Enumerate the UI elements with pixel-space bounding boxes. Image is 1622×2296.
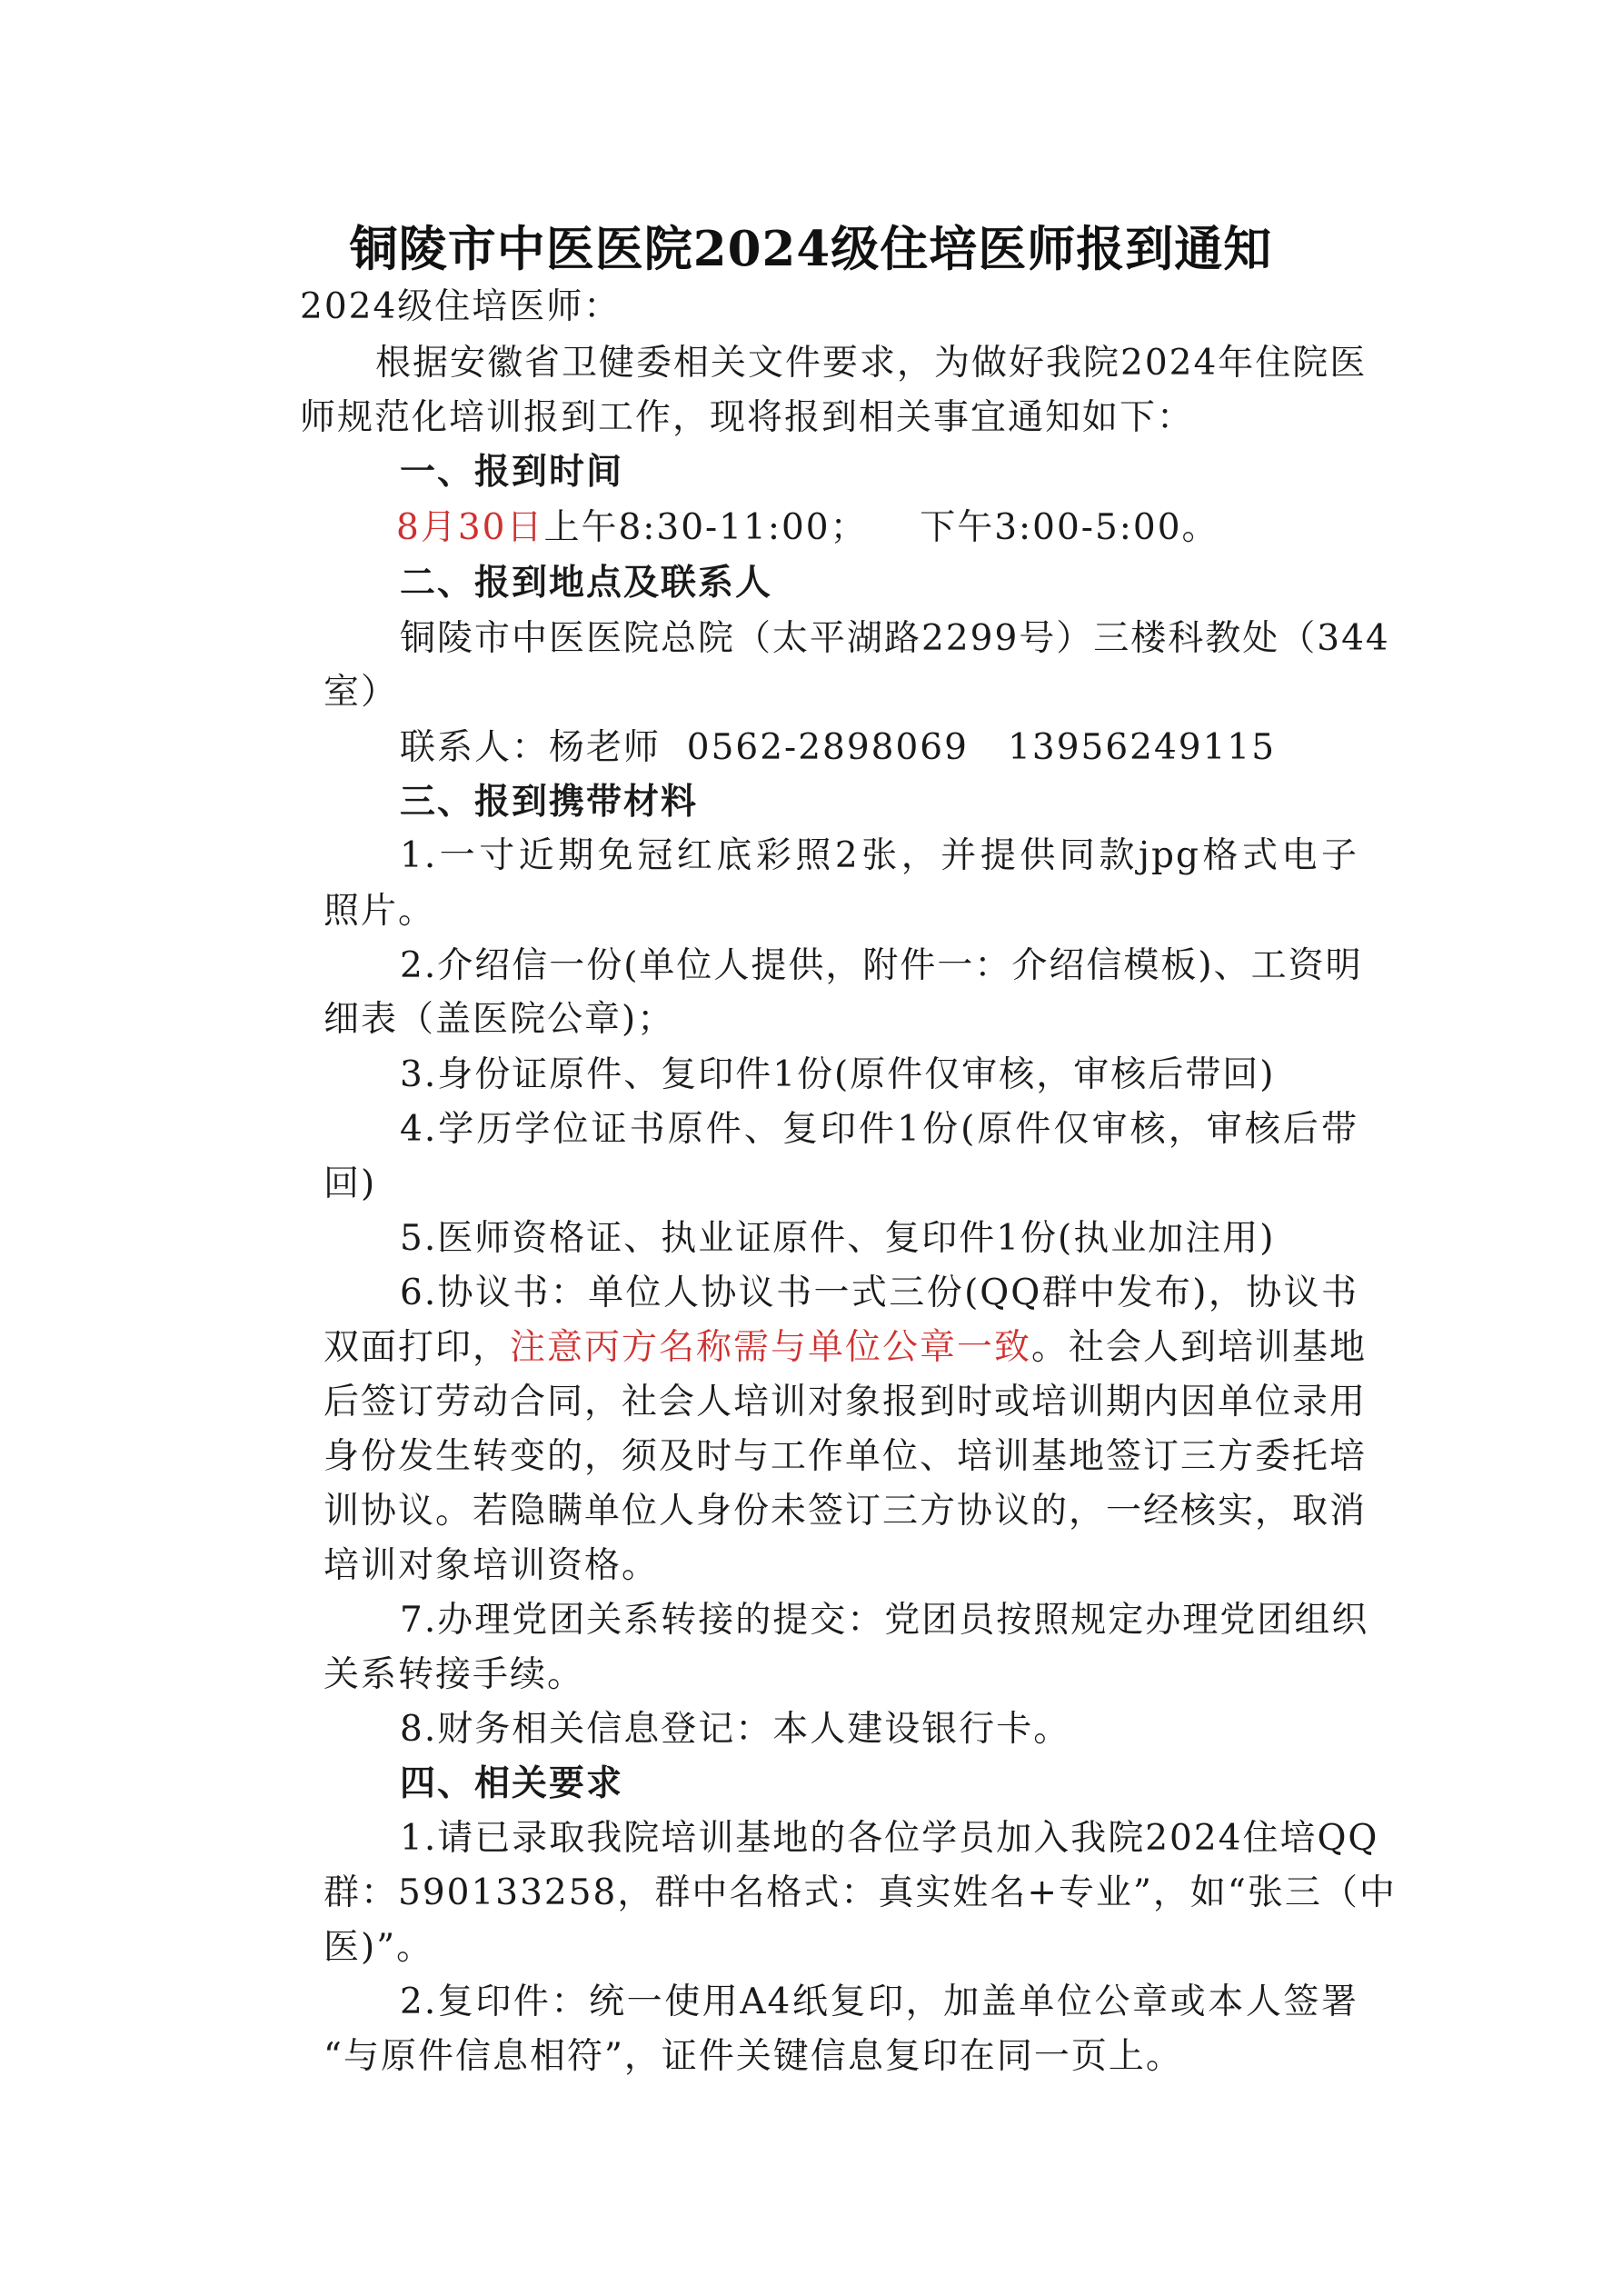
report-date-highlight: 8月30日 [396,507,544,548]
material-6-line-1: 6.协议书：单位人协议书一式三份(QQ群中发布)，协议书 [400,1273,1358,1313]
material-1-line-2: 照片。 [323,891,436,932]
requirement-2-line-2: “与原件信息相符”，证件关键信息复印在同一页上。 [323,2036,1183,2077]
requirement-1-line-2: 群：590133258，群中名格式：真实姓名+专业”，如“张三（中 [323,1872,1397,1913]
salutation: 2024级住培医师： [300,286,622,327]
material-6-line-5: 训协议。若隐瞒单位人身份未签订三方协议的，一经核实，取消 [323,1491,1368,1532]
section-1-heading: 一、报到时间 [400,451,624,493]
party-name-requirement-highlight: 注意丙方名称需与单位公章一致 [510,1327,1032,1368]
material-6-line-3: 后签订劳动合同，社会人培训对象报到时或培训期内因单位录用 [323,1382,1368,1423]
intro-line-2: 师规范化培训报到工作，现将报到相关事宜通知如下： [300,397,1195,438]
document-title: 铜陵市中医医院2024级住培医师报到通知 [349,221,1273,277]
material-6-line-2-post: 。社会人到培训基地 [1031,1327,1368,1368]
requirement-2-line-1: 2.复印件：统一使用A4纸复印，加盖单位公章或本人签署 [400,1982,1358,2022]
material-6-line-2-pre: 双面打印， [323,1327,511,1368]
material-2-line-2: 细表（盖医院公章)； [323,999,675,1040]
intro-line-1: 根据安徽省卫健委相关文件要求，为做好我院2024年住院医 [375,343,1368,384]
section-3-heading: 三、报到携带材料 [400,781,699,823]
contact-line: 联系人：杨老师 0562-2898069 13956249115 [400,727,1277,768]
material-6-line-2 [323,1327,1368,1368]
material-4-line-2: 回) [323,1163,377,1204]
address-line-1: 铜陵市中医医院总院（太平湖路2299号）三楼科教处（344 [400,618,1390,659]
material-6-line-4: 身份发生转变的，须及时与工作单位、培训基地签订三方委托培 [323,1436,1368,1477]
address-line-2: 室） [323,672,399,713]
report-time-line [396,507,1219,548]
section-4-heading: 四、相关要求 [400,1762,624,1804]
material-5: 5.医师资格证、执业证原件、复印件1份(执业加注用) [400,1218,1276,1259]
requirement-1-line-1: 1.请已录取我院培训基地的各位学员加入我院2024住培QQ [400,1818,1379,1859]
material-4-line-1: 4.学历学位证书原件、复印件1份(原件仅审核，审核后带 [400,1109,1358,1150]
material-6-line-6: 培训对象培训资格。 [323,1545,660,1586]
section-2-heading: 二、报到地点及联系人 [400,562,773,604]
material-7-line-1: 7.办理党团关系转接的提交：党团员按照规定办理党团组织 [400,1600,1369,1641]
material-7-line-2: 关系转接手续。 [323,1654,585,1695]
material-3: 3.身份证原件、复印件1份(原件仅审核，审核后带回) [400,1054,1276,1095]
material-8: 8.财务相关信息登记：本人建设银行卡。 [400,1709,1071,1750]
report-time-text: 上午8:30-11:00； 下午3:00-5:00。 [543,507,1219,548]
requirement-1-line-3: 医)”。 [323,1927,434,1968]
material-1-line-1: 1.一寸近期免冠红底彩照2张，并提供同款jpg格式电子 [400,835,1358,876]
material-2-line-1: 2.介绍信一份(单位人提供，附件一：介绍信模板)、工资明 [400,945,1363,986]
